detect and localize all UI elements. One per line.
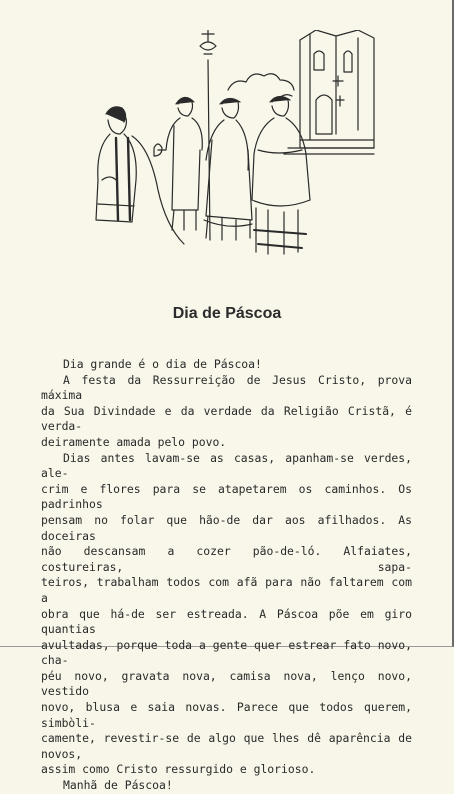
- text-line: Manhã de Páscoa!: [63, 778, 173, 793]
- text-line: Dias antes lavam-se as casas, apanham-se verdes, ale-: [41, 450, 412, 481]
- text-line: péu novo, gravata nova, camisa nova, lenço novo, vestido: [41, 668, 412, 699]
- text-line: crim e flores para se atapetarem os caminhos. Os padrinhos: [41, 481, 412, 512]
- cloud-icon: [228, 74, 294, 90]
- altar-boy-figure: [252, 96, 310, 254]
- church-icon: [284, 30, 374, 154]
- body-text: [41, 357, 412, 794]
- altar-boy-bell-figure: [154, 97, 202, 230]
- text-line: A festa da Ressurreição de Jesus Cristo, prova máxima: [41, 372, 412, 403]
- text-line: obra que há-de ser estreada. A Páscoa põe em giro quantias: [41, 606, 412, 637]
- text-line: novo, blusa e saia novas. Parece que todos querem, simbòli-: [41, 700, 412, 730]
- priest-figure: [96, 107, 184, 244]
- cross-bearer-figure: [204, 98, 252, 240]
- text-line: assim como Cristo ressurgido e glorioso.: [41, 762, 316, 777]
- text-line: não descansam a cozer pão-de-ló. Alfaiates, costureiras, sapa-: [41, 544, 412, 574]
- text-line: deiramente amada pelo povo.: [41, 434, 227, 449]
- text-line: avultadas, porque toda a gente quer estrear fato novo, cha-: [41, 637, 412, 668]
- text-line: Dia grande é o dia de Páscoa!: [63, 357, 262, 371]
- page-title: Dia de Páscoa: [172, 305, 282, 322]
- text-line: teiros, trabalham todos com afã para não faltarem com a: [41, 575, 412, 605]
- easter-procession-illustration: [88, 30, 378, 255]
- text-line: pensam no folar que hão-de dar aos afilhados. As doceiras: [41, 512, 412, 543]
- text-line: da Sua Divindade e da verdade da Religião Cristã, é verda-: [41, 403, 412, 434]
- processional-cross-icon: [200, 30, 216, 240]
- text-line: camente, revestir-se de algo que lhes dê aparência de novos,: [41, 731, 412, 761]
